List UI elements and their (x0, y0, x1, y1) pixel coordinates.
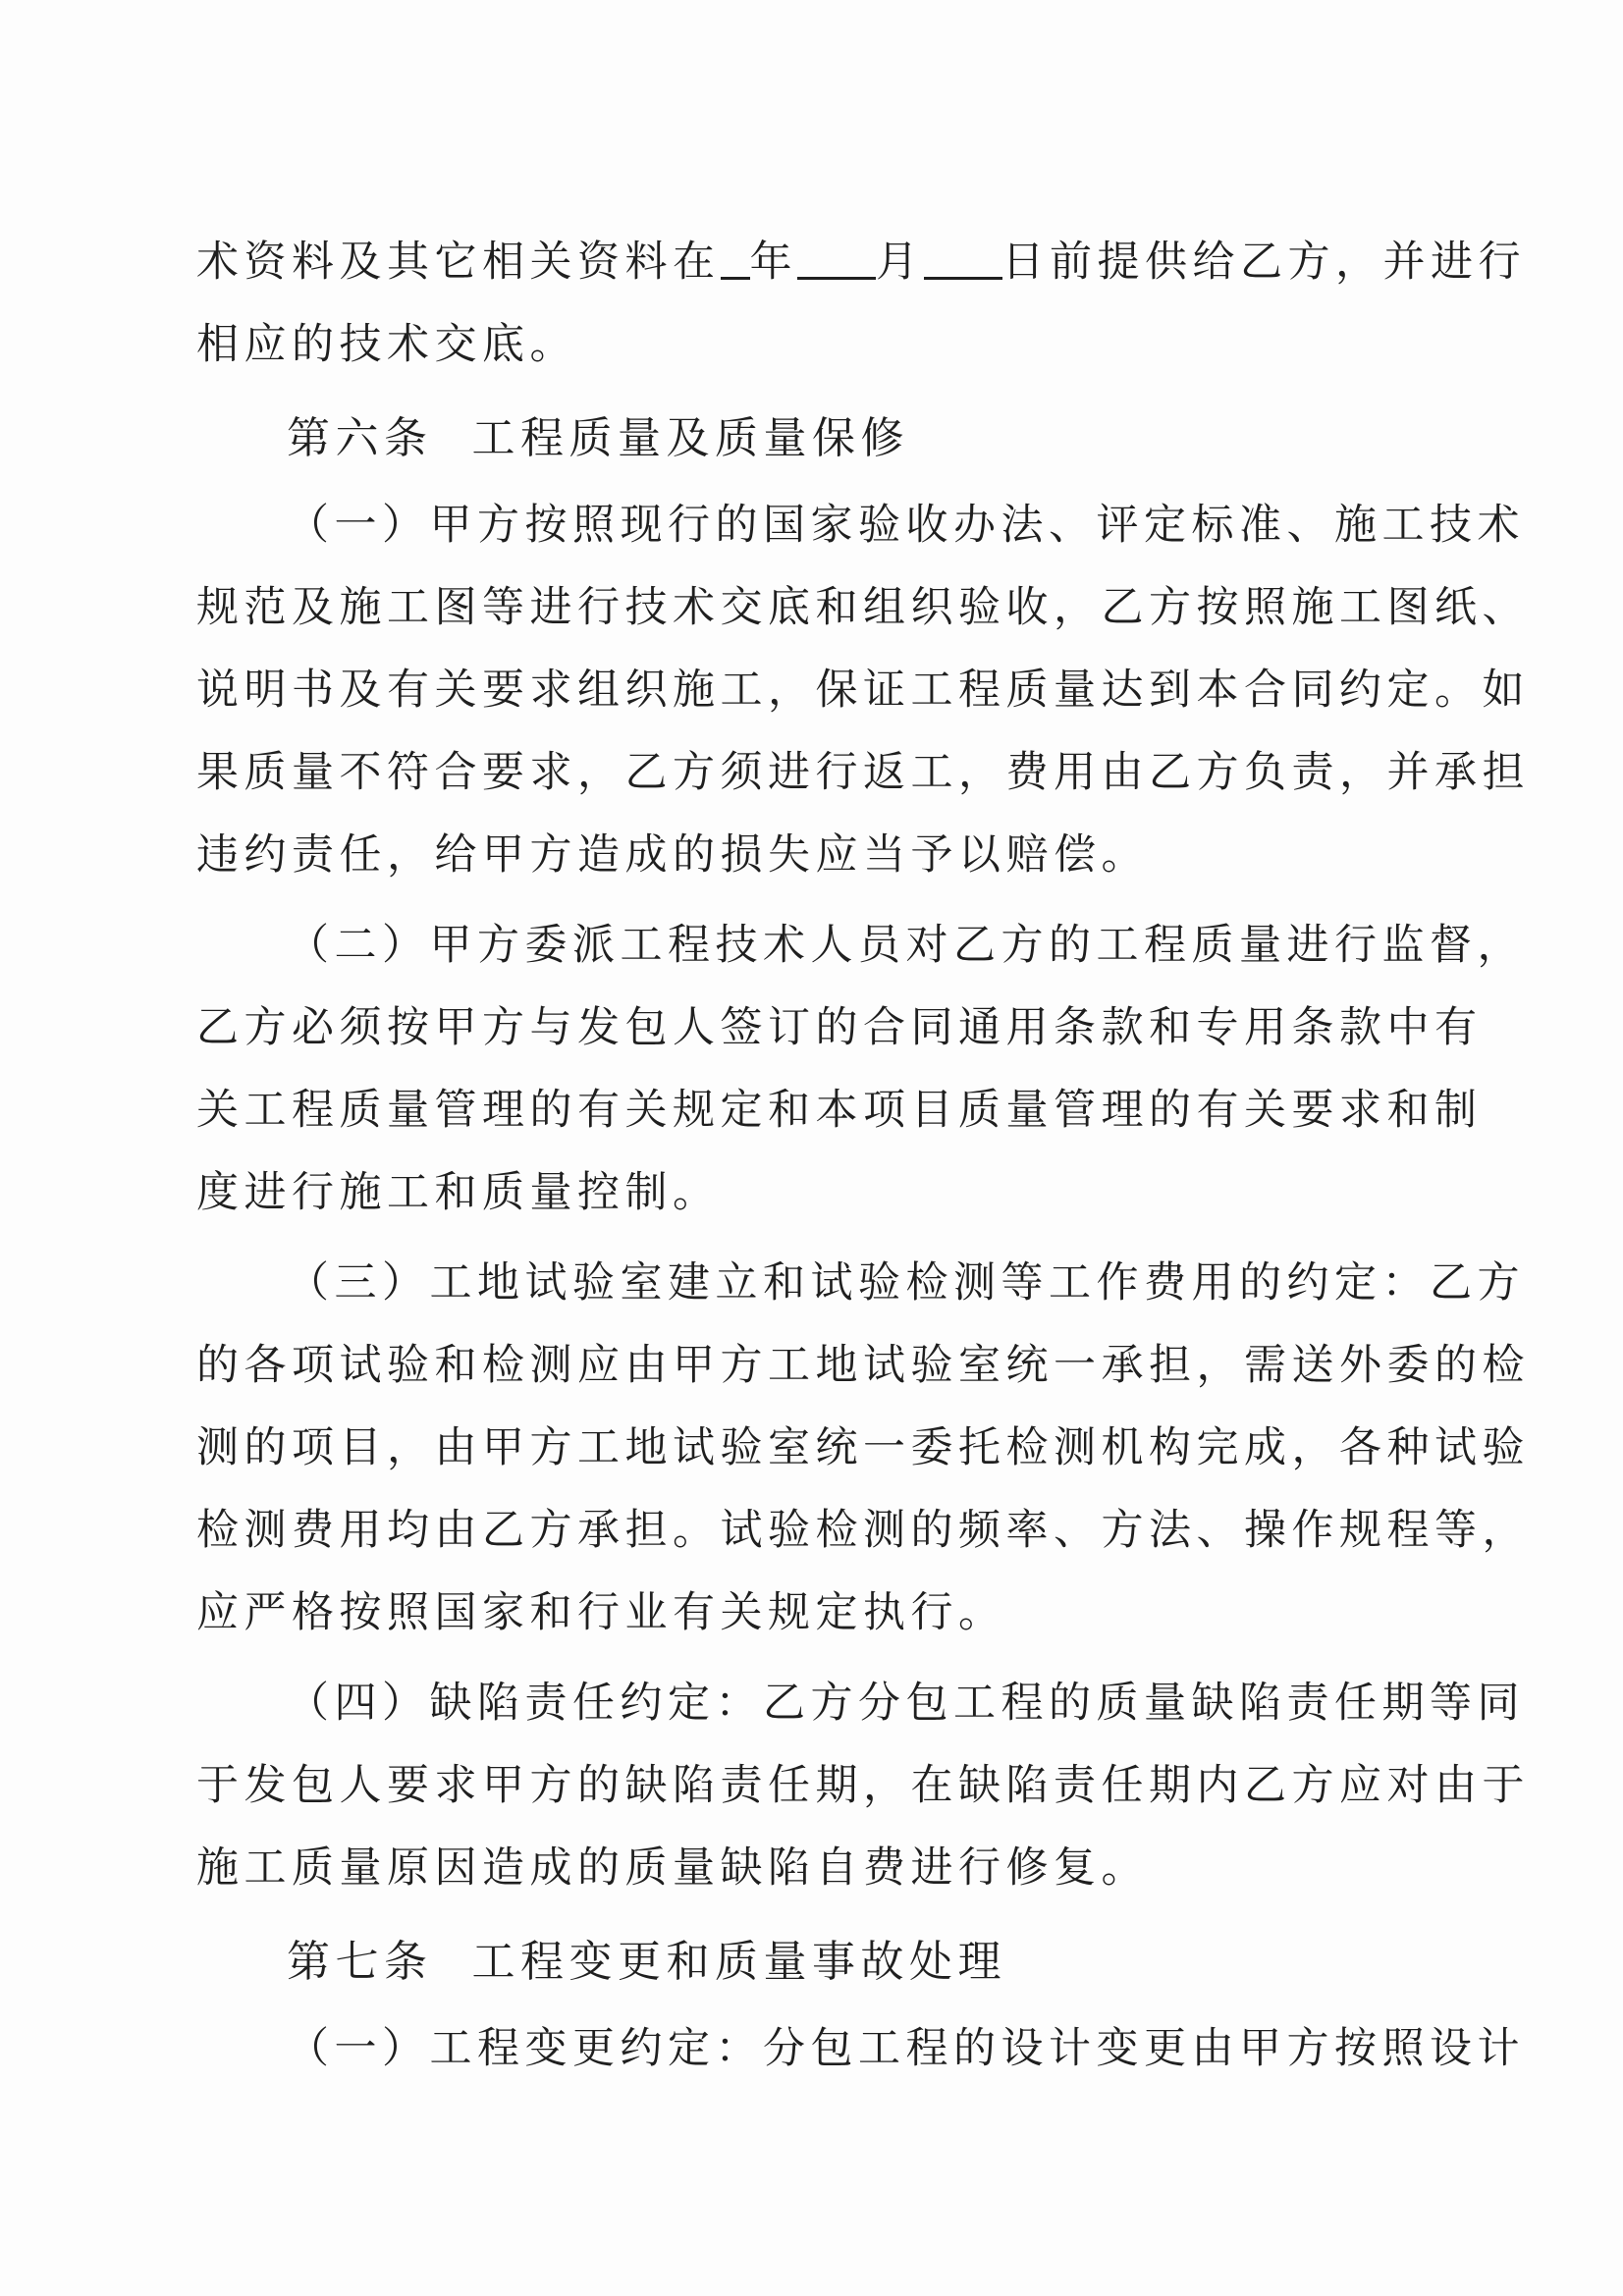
document-body (196, 221, 1530, 2090)
blank-underline-day (924, 241, 1002, 280)
article-heading-6 (196, 394, 1414, 484)
text-line: 检测费用均由乙方承担。试验检测的频率、方法、操作规程等， (196, 1506, 1530, 1555)
paragraph-start: （一）甲方按照现行的国家验收办法、评定标准、施工技术 (287, 501, 1525, 550)
paragraph-start: （一）工程变更约定：分包工程的设计变更由甲方按照设计 (287, 2024, 1525, 2073)
paragraph-start: （四）缺陷责任约定：乙方分包工程的质量缺陷责任期等同 (287, 1679, 1525, 1728)
text-line-2: 相应的技术交底。 (196, 320, 577, 369)
paragraph-start: （三）工地试验室建立和试验检测等工作费用的约定：乙方 (287, 1258, 1525, 1308)
text-line-1 (196, 221, 1526, 303)
paragraph-start: （二）甲方委派工程技术人员对乙方的工程质量进行监督， (287, 921, 1525, 970)
text-segment: 月 (876, 238, 924, 287)
text-segment: 年 (749, 238, 797, 287)
article-heading-7 (196, 1917, 1414, 2007)
text-segment: 日前提供给乙方，并进行 (1001, 238, 1526, 287)
text-line: 的各项试验和检测应由甲方工地试验室统一承担，需送外委的检 (196, 1341, 1530, 1390)
text-line: 规范及施工图等进行技术交底和组织验收，乙方按照施工图纸、 (196, 583, 1530, 632)
text-segment: 术资料及其它相关资料在 (196, 238, 721, 287)
article-title: 工程质量及质量保修 (471, 413, 909, 463)
article-number: 第六条 (287, 413, 433, 463)
article-number: 第七条 (287, 1937, 433, 1987)
text-line: 度进行施工和质量控制。 (196, 1168, 721, 1217)
text-line: 果质量不符合要求，乙方须进行返工，费用由乙方负责，并承担 (196, 748, 1530, 797)
text-line: 乙方必须按甲方与发包人签订的合同通用条款和专用条款中有 (196, 1003, 1483, 1052)
blank-underline-year (721, 241, 750, 280)
text-line: 施工质量原因造成的质量缺陷自费进行修复。 (196, 1843, 1149, 1893)
text-line: 应严格按照国家和行业有关规定执行。 (196, 1588, 1006, 1637)
article-title: 工程变更和质量事故处理 (471, 1937, 1006, 1987)
text-line: 违约责任，给甲方造成的损失应当予以赔偿。 (196, 830, 1149, 880)
text-line: 关工程质量管理的有关规定和本项目质量管理的有关要求和制 (196, 1086, 1483, 1135)
blank-underline-month (797, 241, 876, 280)
text-line: 测的项目，由甲方工地试验室统一委托检测机构完成，各种试验 (196, 1423, 1530, 1472)
text-line: 说明书及有关要求组织施工，保证工程质量达到本合同约定。如 (196, 666, 1530, 715)
text-line: 于发包人要求甲方的缺陷责任期，在缺陷责任期内乙方应对由于 (196, 1761, 1530, 1810)
